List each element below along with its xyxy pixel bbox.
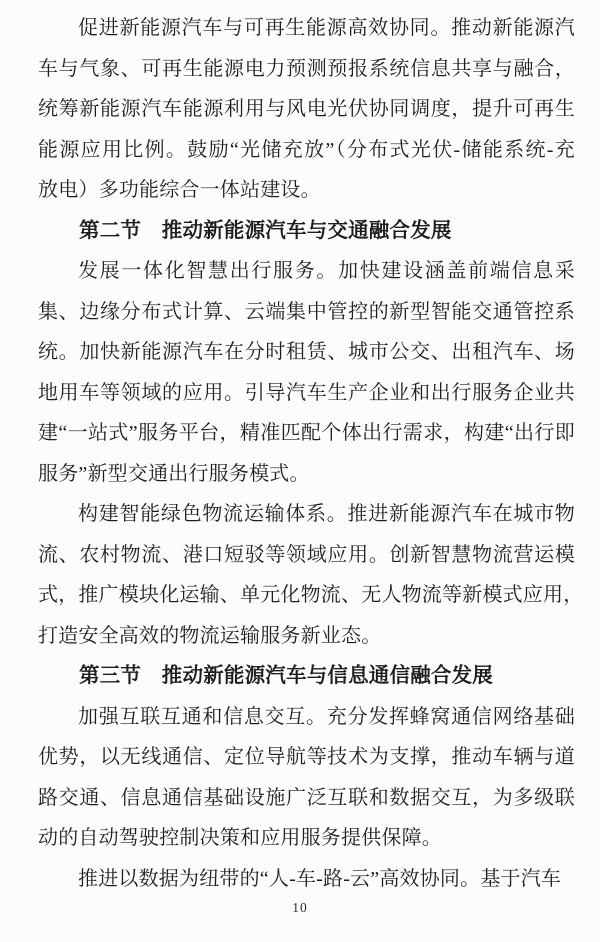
paragraph-line: 发展一体化智慧出行服务。加快建设涵盖前端信息采	[78, 260, 575, 282]
body-paragraph	[38, 697, 575, 859]
body-paragraph	[38, 251, 575, 494]
paragraph-line: 优势，以无线通信、定位导航等技术为支撑，推动车辆与道	[38, 746, 575, 768]
body-paragraph	[38, 494, 584, 656]
paragraph-line: 推进以数据为纽带的“人-车-路-云”高效协同。基于汽车	[78, 867, 562, 890]
body-paragraph	[38, 8, 575, 211]
paragraph-line: 集、边缘分布式计算、云端集中管控的新型智能交通管控系	[38, 300, 575, 323]
paragraph-line: 促进新能源汽车与可再生能源高效协同。推动新能源汽	[78, 17, 575, 39]
paragraph-line: 地用车等领域的应用。引导汽车生产企业和出行服务企业共	[38, 381, 575, 404]
paragraph-line: 服务”新型交通出行服务模式。	[38, 462, 310, 485]
paragraph-line: 动的自动驾驶控制决策和应用服务提供保障。	[38, 827, 442, 849]
paragraph-line: 流、农村物流、港口短驳等领域应用。创新智慧物流营运模	[38, 543, 575, 566]
paragraph-line: 车与气象、可再生能源电力预测预报系统信息共享与融合，	[38, 57, 575, 80]
section-heading: 第三节 推动新能源汽车与信息通信融合发展	[79, 665, 493, 687]
paragraph-line: 统。加快新能源汽车在分时租赁、城市公交、出租汽车、场	[38, 341, 575, 363]
paragraph-line: 建“一站式”服务平台，精准匹配个体出行需求，构建“出行即	[38, 422, 575, 444]
paragraph-line: 放电）多功能综合一体站建设。	[38, 179, 321, 201]
paragraph-line: 加强互联互通和信息交互。充分发挥蜂窝通信网络基础	[78, 705, 575, 728]
paragraph-line: 统筹新能源汽车能源利用与风电光伏协同调度，提升可再生	[38, 98, 575, 120]
paragraph-line: 构建智能绿色物流运输体系。推进新能源汽车在城市物	[78, 503, 575, 525]
body-paragraph	[38, 859, 575, 900]
paragraph-line: 式，推广模块化运输、单元化物流、无人物流等新模式应用，	[38, 584, 584, 606]
section-heading: 第二节 推动新能源汽车与交通融合发展	[79, 219, 452, 242]
paragraph-line: 能源应用比例。鼓励“光储充放”（分布式光伏-储能系统-充	[38, 138, 575, 161]
paragraph-line: 路交通、信息通信基础设施广泛互联和数据交互，为多级联	[38, 786, 575, 809]
page-number: 10	[292, 900, 308, 915]
paragraph-line: 打造安全高效的物流运输服务新业态。	[38, 624, 382, 647]
